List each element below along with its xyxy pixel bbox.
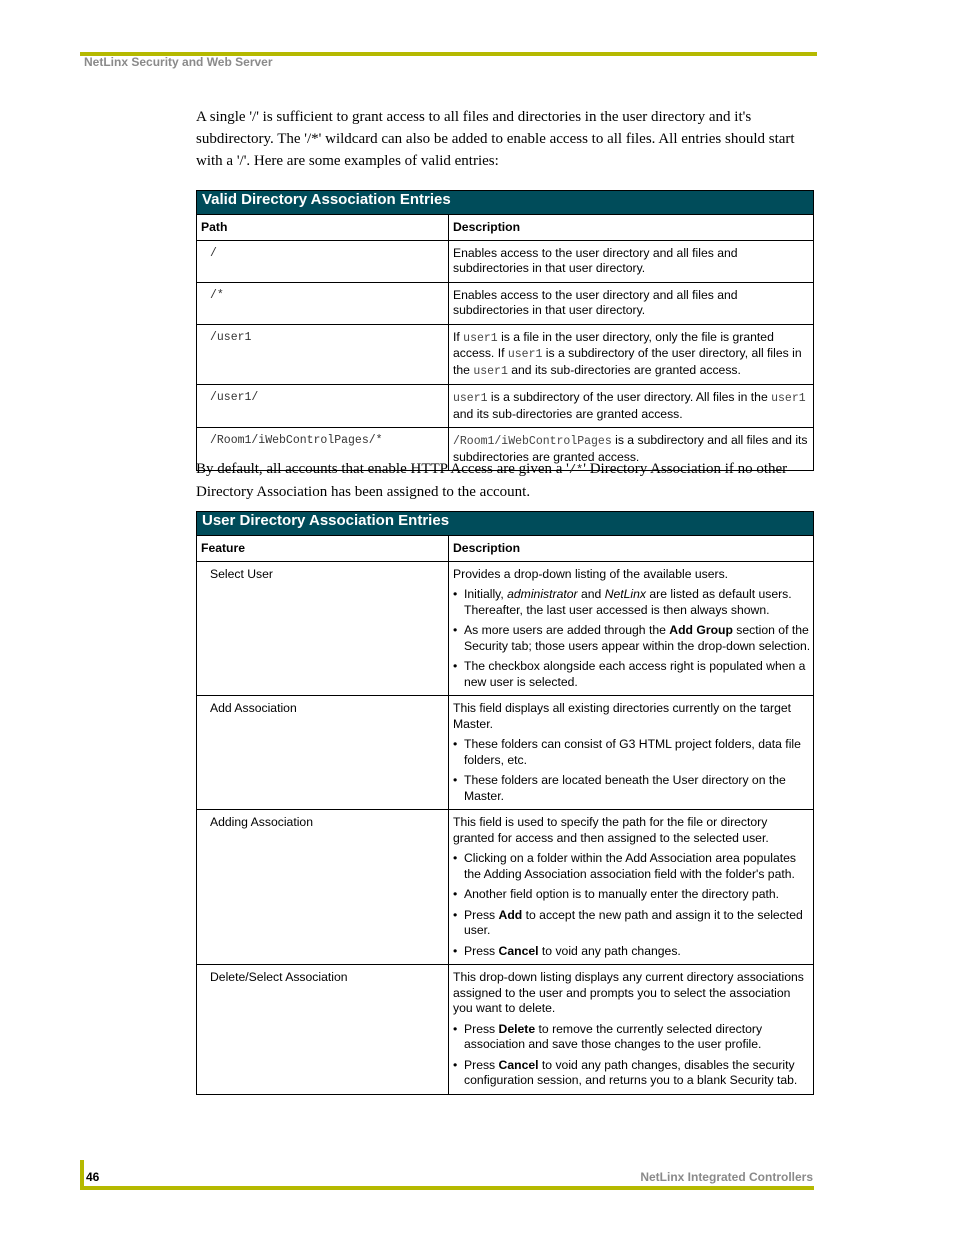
feature-cell: Delete/Select Association [197, 965, 449, 1095]
bold-text: Add Group [669, 623, 733, 637]
description-lead: This field is used to specify the path for the file or directory granted for access and then assigned to the selected user. [453, 815, 769, 845]
text-run: is a subdirectory of the user directory, all files in the [453, 346, 802, 377]
path-cell: /* [197, 282, 449, 324]
code-text: user1 [453, 392, 488, 405]
column-header-description: Description [449, 215, 814, 241]
text-run: The checkbox alongside each access right is populated when a new user is selected. [464, 659, 806, 689]
bold-text: Cancel [498, 1057, 539, 1072]
italic-text: NetLinx [604, 587, 647, 601]
text-run: section of the Security tab; those users appear within the drop-down selection. [464, 623, 811, 653]
page-number: 46 [86, 1170, 100, 1184]
bullet-item [453, 659, 811, 690]
text-run: to accept the new path and assign it to the selected user. [464, 907, 803, 937]
bullet-item [453, 587, 811, 618]
bullet-item [453, 1058, 811, 1089]
text-run: and its sub-directories are granted access. [507, 362, 741, 377]
text-run: to void any path changes, disables the security configuration session, and returns you to a blank Security tab. [464, 1057, 798, 1087]
bold-text: Delete [498, 1021, 536, 1036]
user-entries-body [197, 561, 814, 1094]
running-header: NetLinx Security and Web Server [84, 55, 273, 69]
text-run: are listed as default users. Thereafter, the last user accessed is then always shown. [464, 587, 792, 617]
text-run: If [453, 329, 464, 344]
description-cell [449, 385, 814, 428]
table-row [197, 696, 814, 810]
column-header-feature: Feature [197, 536, 449, 562]
table-row [197, 385, 814, 428]
text-run: and its sub-directories are granted access. [453, 406, 683, 421]
text-run: These folders are located beneath the User directory on the Master. [464, 773, 786, 803]
feature-cell: Select User [197, 561, 449, 696]
code-text: user1 [463, 331, 498, 345]
path-cell: /user1 [197, 324, 449, 385]
description-cell [449, 324, 814, 385]
bold-text: Cancel [498, 943, 539, 958]
feature-cell: Adding Association [197, 810, 449, 965]
running-footer: NetLinx Integrated Controllers [640, 1170, 813, 1184]
text-run: As more users are added through the [464, 623, 670, 637]
description-lead: This drop-down listing displays any current directory associations assigned to the user and prompts you to select the association you want to delete. [453, 970, 804, 1015]
table-row [197, 810, 814, 965]
text-run: Enables access to the user directory and all files and subdirectories in that user directory. [453, 245, 738, 275]
description-cell [449, 282, 814, 324]
bullet-item [453, 908, 811, 939]
description-lead: This field displays all existing directories currently on the target Master. [453, 701, 792, 731]
code-text: /Room1/iWebControlPages [453, 435, 612, 448]
description-cell [449, 561, 814, 696]
code-text: user1 [771, 392, 806, 405]
description-cell [449, 696, 814, 810]
path-cell: /user1/ [197, 385, 449, 428]
user-entries-table [196, 511, 814, 1095]
bullet-item [453, 887, 811, 903]
valid-entries-table [196, 190, 814, 471]
table-row [197, 240, 814, 282]
bold-text: Add [498, 907, 523, 922]
text-run: Press [464, 1057, 499, 1072]
default-text-after: ' Directory Association if no other Directory Association has been assigned to the account. [196, 461, 788, 500]
text-run: Press [464, 1021, 499, 1036]
text-run: Press [464, 943, 499, 958]
text-run: These folders can consist of G3 HTML project folders, data file folders, etc. [464, 737, 801, 767]
bullet-item [453, 1022, 811, 1053]
column-header-path: Path [197, 215, 449, 241]
intro-text: A single '/' is sufficient to grant access to all files and directories in the user directory and it's subdirectory. The '/*' wildcard can also be added to enable access to all files. All entries should start with a '/'. Here are some examples of valid entries: [196, 109, 795, 169]
text-run: is a file in the user directory, only the file is granted access. If [453, 329, 774, 360]
code-text: user1 [473, 364, 508, 378]
text-run: to remove the currently selected directory association and save those changes to the user profile. [464, 1021, 763, 1051]
table-row [197, 561, 814, 696]
bullet-item [453, 773, 811, 804]
text-run: is a subdirectory of the user directory. All files in the [487, 390, 772, 404]
default-text-before: By default, all accounts that enable HTTP Access are given a ' [196, 461, 569, 477]
path-cell: /Room1/iWebControlPages/* [197, 428, 449, 471]
text-run: Another field option is to manually enter the directory path. [464, 887, 780, 901]
table-title: User Directory Association Entries [197, 512, 814, 536]
default-association-text [196, 458, 814, 503]
text-run: to void any path changes. [538, 943, 681, 958]
valid-entries-body [197, 240, 814, 471]
bullet-item [453, 623, 811, 654]
default-association-paragraph [196, 458, 814, 503]
description-lead: Provides a drop-down listing of the available users. [453, 566, 729, 581]
bullet-item [453, 851, 811, 882]
text-run: and [577, 587, 605, 601]
description-cell [449, 810, 814, 965]
code-text: user1 [507, 348, 543, 361]
description-cell [449, 240, 814, 282]
table-row [197, 324, 814, 385]
intro-paragraph [196, 106, 814, 172]
bullet-item [453, 944, 811, 960]
table-title: Valid Directory Association Entries [197, 191, 814, 215]
table-row [197, 282, 814, 324]
column-header-description: Description [449, 536, 814, 562]
text-run: Press [464, 907, 499, 922]
path-cell: / [197, 240, 449, 282]
bullet-item [453, 737, 811, 768]
text-run: Clicking on a folder within the Add Association area populates the Adding Association association field with the folder's path. [464, 851, 796, 881]
text-run: Initially, [464, 587, 508, 601]
footer-rule [80, 1186, 814, 1190]
default-code: /* [568, 463, 584, 477]
text-run: Enables access to the user directory and all files and subdirectories in that user directory. [453, 287, 738, 317]
description-cell [449, 965, 814, 1095]
table-row [197, 965, 814, 1095]
feature-cell: Add Association [197, 696, 449, 810]
text-run: is a subdirectory and all files and its subdirectories are granted access. [453, 433, 808, 464]
italic-text: administrator [507, 587, 578, 601]
